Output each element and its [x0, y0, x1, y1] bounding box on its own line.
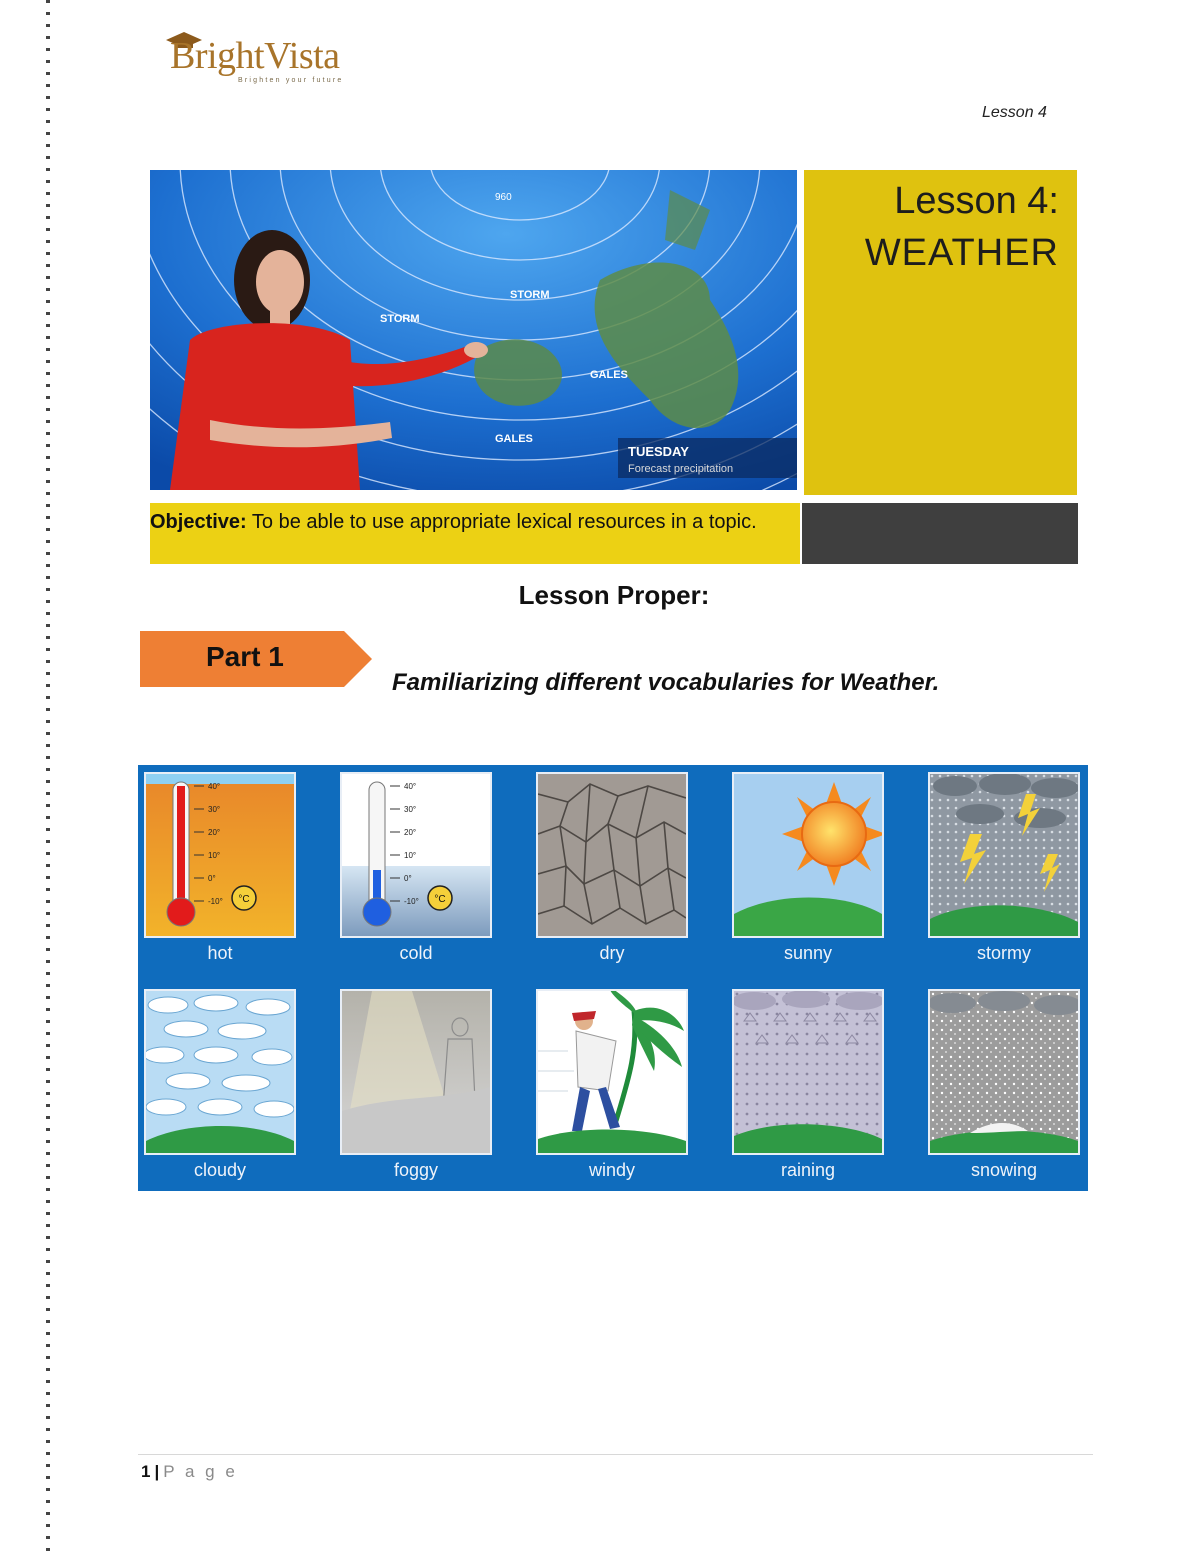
- objective-body: To be able to use appropriate lexical resources in a topic.: [246, 511, 757, 533]
- weather-vocabulary-grid: [138, 765, 1088, 1191]
- weather-label-raining: raining: [780, 1160, 836, 1180]
- tick-label: -10°: [208, 897, 223, 906]
- footer-rule: [138, 1454, 1093, 1455]
- objective-label: Objective:: [150, 511, 247, 533]
- weather-label-foggy: foggy: [393, 1160, 439, 1180]
- weather-label-cloudy: cloudy: [193, 1160, 247, 1180]
- hero-caption-day: TUESDAY: [628, 444, 689, 459]
- map-label-pressure: 960: [495, 192, 512, 203]
- tick-label: 10°: [208, 851, 221, 860]
- logo-tagline: Brighten your future: [238, 77, 344, 84]
- cracked-earth-icon: [538, 774, 686, 936]
- tick-label: 20°: [208, 828, 221, 837]
- hot-thermometer-icon: [146, 774, 294, 936]
- weather-label-sunny: sunny: [783, 943, 833, 963]
- map-label-storm-1: STORM: [510, 289, 550, 301]
- weather-card-sunny: [732, 772, 884, 938]
- lesson-title-line1: Lesson 4:: [894, 180, 1059, 222]
- tick-label: 0°: [208, 874, 216, 883]
- logo-name: BrightVista: [170, 35, 340, 77]
- snow-icon: [930, 991, 1078, 1153]
- weather-label-snowing: snowing: [970, 1160, 1038, 1180]
- header-lesson-label: Lesson 4: [982, 104, 1047, 121]
- weather-label-cold: cold: [399, 943, 433, 963]
- weather-card-stormy: [928, 772, 1080, 938]
- weather-card-cloudy: [144, 989, 296, 1155]
- weather-card-hot: [144, 772, 296, 938]
- binding-margin: [44, 0, 52, 1553]
- sun-icon: [734, 774, 882, 936]
- lesson-title-box: [804, 170, 1077, 495]
- cloud-icon: [146, 991, 294, 1153]
- lesson-proper-heading: Lesson Proper:: [518, 580, 710, 610]
- map-label-storm-2: STORM: [380, 313, 420, 325]
- lesson-title-line2: WEATHER: [864, 232, 1059, 274]
- part-1-subtitle: Familiarizing different vocabularies for Weather.: [392, 669, 940, 696]
- weather-label-dry: dry: [599, 943, 625, 963]
- objective-text: [150, 509, 790, 535]
- page-footer: [141, 1462, 238, 1482]
- tick-label: 0°: [404, 874, 412, 883]
- tick-label: 30°: [404, 805, 417, 814]
- weather-label-windy: windy: [588, 1160, 636, 1180]
- tick-label: 10°: [404, 851, 417, 860]
- part-1-label: Part 1: [206, 641, 284, 672]
- tick-label: 40°: [208, 782, 221, 791]
- weather-card-raining: [732, 989, 884, 1155]
- cold-thermometer-icon: [342, 774, 490, 936]
- weather-label-stormy: stormy: [977, 943, 1031, 963]
- part-1-banner: [140, 631, 372, 687]
- weather-card-snowing: [928, 989, 1080, 1155]
- weather-forecast-image: [150, 170, 797, 490]
- weather-card-dry: [536, 772, 688, 938]
- unit-label: °C: [434, 894, 446, 905]
- storm-icon: [930, 774, 1078, 936]
- tick-label: 30°: [208, 805, 221, 814]
- map-label-gales-1: GALES: [590, 369, 628, 381]
- rain-icon: [734, 991, 882, 1153]
- weather-card-foggy: [340, 989, 492, 1155]
- footer-separator: |: [154, 1462, 160, 1481]
- objective-box: [150, 503, 800, 564]
- wind-icon: [538, 991, 686, 1153]
- hero-caption-sub: Forecast precipitation: [628, 463, 734, 475]
- tick-label: 40°: [404, 782, 417, 791]
- weather-card-windy: [536, 989, 688, 1155]
- page-word: P a g e: [163, 1462, 238, 1481]
- fog-icon: [342, 991, 490, 1153]
- dark-accent-box: [802, 503, 1078, 564]
- tick-label: -10°: [404, 897, 419, 906]
- map-label-gales-2: GALES: [495, 433, 533, 445]
- brightvista-logo: [160, 30, 370, 92]
- page-number: 1: [141, 1462, 151, 1481]
- tick-label: 20°: [404, 828, 417, 837]
- weather-card-cold: [340, 772, 492, 938]
- unit-label: °C: [238, 894, 250, 905]
- weather-label-hot: hot: [207, 943, 233, 963]
